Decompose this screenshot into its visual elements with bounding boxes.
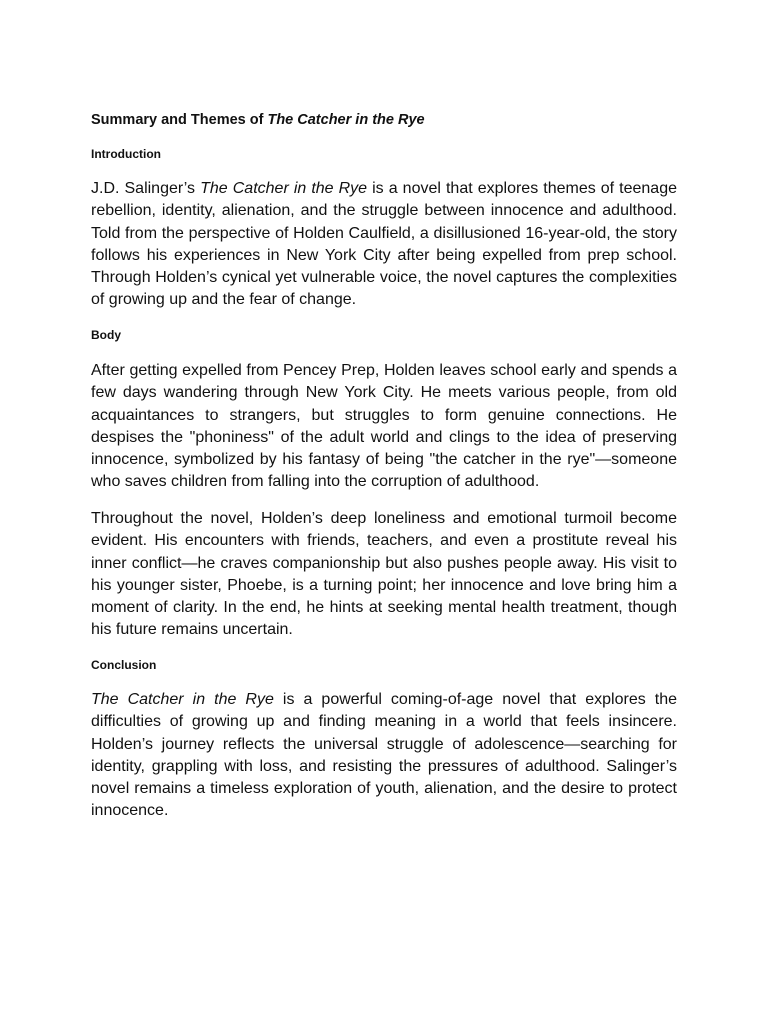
introduction-text-start: J.D. Salinger’s [91, 180, 201, 197]
title-book-name: The Catcher in the Rye [267, 112, 425, 128]
introduction-text-rest: is a novel that explores themes of teenage rebellion, identity, alienation, and the struggle between innocence and adulthood. Told from the perspective of Holden Caulfield, a disillusioned 16-year-old, the story follows his experiences in New York City after being expelled from prep school. Through Holden’s cynical yet vulnerable voice, the novel captures the complexities of growing up and the fear of change. [91, 180, 678, 309]
introduction-heading: Introduction [91, 147, 161, 161]
introduction-paragraph [91, 178, 677, 312]
body-heading: Body [91, 328, 121, 342]
conclusion-book-name: The Catcher in the Rye [91, 691, 274, 708]
introduction-book-name: The Catcher in the Rye [200, 180, 368, 197]
conclusion-heading: Conclusion [91, 658, 157, 672]
body-paragraph-1: After getting expelled from Pencey Prep, Holden leaves school early and spends a few days wandering through New York City. He meets various people, from old acquaintances to strangers, but struggles to form genuine connections. He despises the "phoniness" of the adult world and clings to the idea of preserving innocence, symbolized by his fantasy of being "the catcher in the rye"—someone who saves children from falling into the corruption of adulthood. [91, 362, 677, 491]
conclusion-paragraph [91, 689, 677, 823]
conclusion-text-rest: is a powerful coming-of-age novel that explores the difficulties of growing up and finding meaning in a world that feels insincere. Holden’s journey reflects the universal struggle of adolescence—searching for identity, grappling with loss, and resisting the pressures of adulthood. Salinger’s novel remains a timeless exploration of youth, alienation, and the desire to protect innocence. [91, 691, 677, 820]
body-paragraph-2: Throughout the novel, Holden’s deep loneliness and emotional turmoil become evident. His encounters with friends, teachers, and even a prostitute reveal his inner conflict—he craves companionship but also pushes people away. His visit to his younger sister, Phoebe, is a turning point; her innocence and love bring him a moment of clarity. In the end, he hints at seeking mental health treatment, though his future remains uncertain. [91, 510, 677, 639]
title-prefix: Summary and Themes of [91, 112, 268, 128]
document-title [91, 111, 681, 129]
